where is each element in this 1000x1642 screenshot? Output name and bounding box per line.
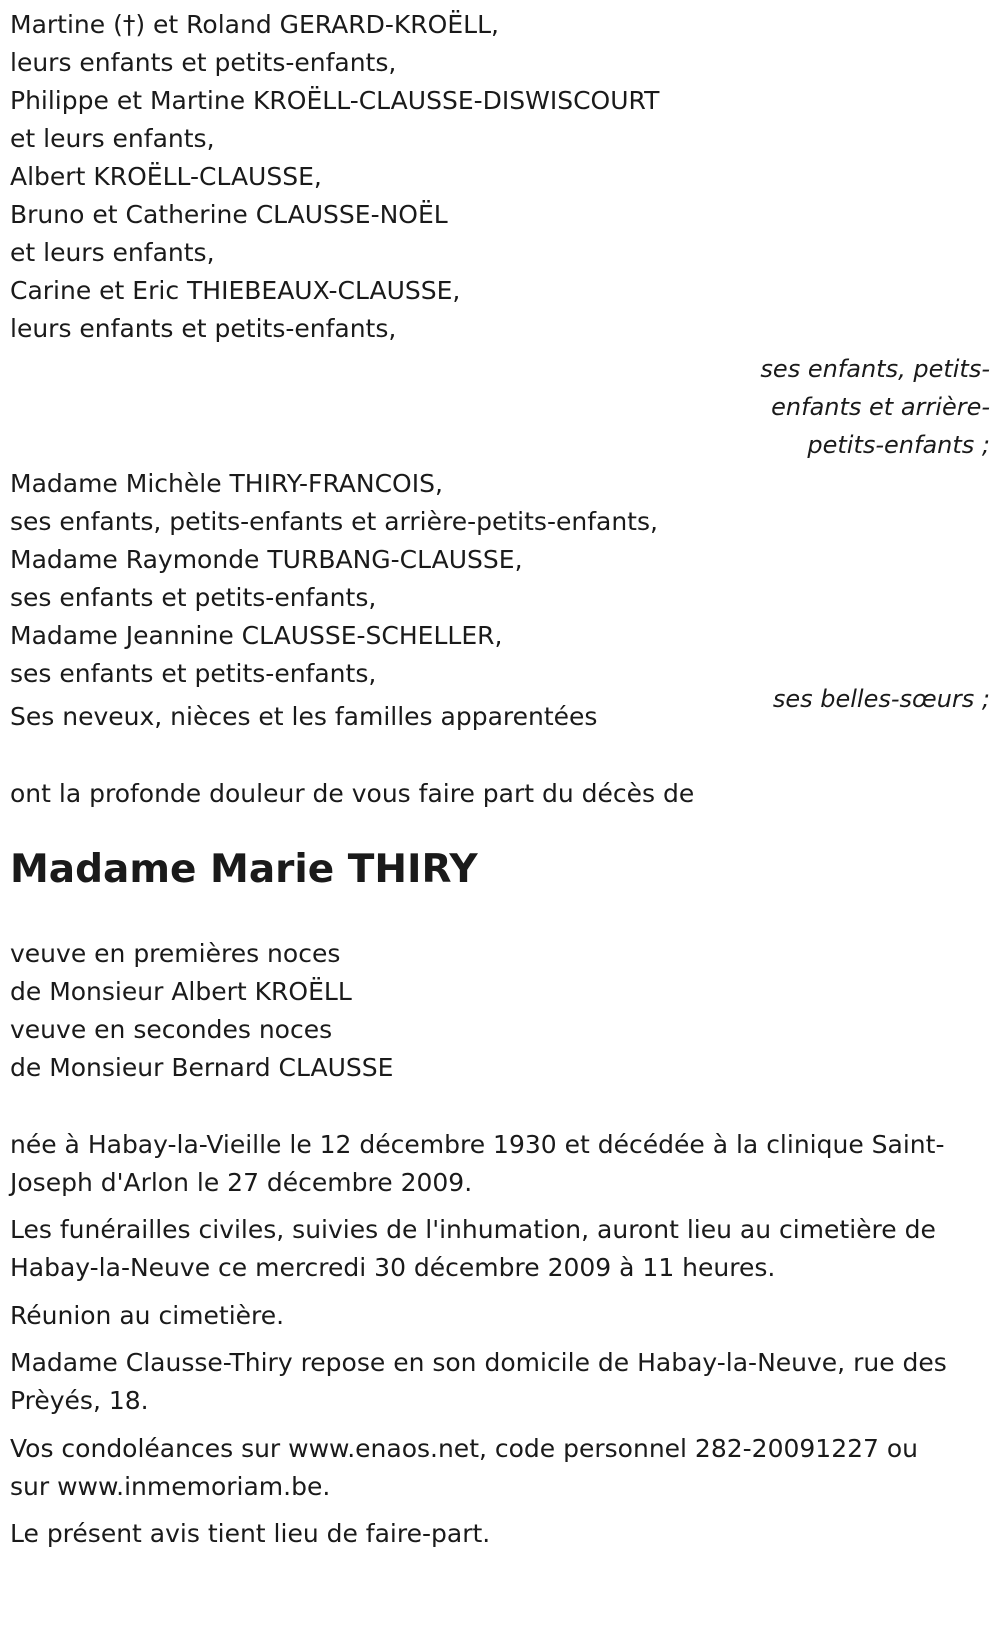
family-group-1-relation: ses enfants, petits-enfants et arrière-petits-enfants ; bbox=[760, 355, 990, 459]
funeral-details: Les funérailles civiles, suivies de l'inhumation, auront lieu au cimetière de Habay-la-Neuve ce mercredi 30 décembre 2009 à 11 heures. bbox=[10, 1215, 936, 1282]
widowhood-line: de Monsieur Bernard CLAUSSE bbox=[10, 1053, 394, 1082]
family-group-2 bbox=[10, 465, 658, 693]
family-line: Madame Michèle THIRY-FRANCOIS, bbox=[10, 469, 443, 498]
family-group-2-relation: ses belles-sœurs ; bbox=[772, 685, 990, 713]
widowhood-line: de Monsieur Albert KROËLL bbox=[10, 977, 352, 1006]
rest-place: Madame Clausse-Thiry repose en son domicile de Habay-la-Neuve, rue des Prèyés, 18. bbox=[10, 1348, 947, 1415]
family-group-1 bbox=[10, 6, 659, 348]
family-line: Madame Raymonde TURBANG-CLAUSSE, bbox=[10, 545, 523, 574]
family-line: Carine et Eric THIEBEAUX-CLAUSSE, bbox=[10, 276, 461, 305]
notice: Le présent avis tient lieu de faire-part. bbox=[10, 1519, 491, 1548]
widowhood-block bbox=[10, 935, 393, 1087]
announcement: ont la profonde douleur de vous faire part du décès de bbox=[10, 779, 695, 808]
family-line: et leurs enfants, bbox=[10, 238, 215, 267]
family-line: leurs enfants et petits-enfants, bbox=[10, 48, 397, 77]
family-line: ses enfants et petits-enfants, bbox=[10, 659, 377, 688]
family-line: Martine (†) et Roland GERARD-KROËLL, bbox=[10, 10, 499, 39]
widowhood-line: veuve en secondes noces bbox=[10, 1015, 333, 1044]
meeting-place: Réunion au cimetière. bbox=[10, 1301, 285, 1330]
family-line: et leurs enfants, bbox=[10, 124, 215, 153]
birth-death: née à Habay-la-Vieille le 12 décembre 1930 et décédée à la clinique Saint-Joseph d'Arlon le 27 décembre 2009. bbox=[10, 1130, 945, 1197]
condolences: Vos condoléances sur www.enaos.net, code personnel 282-20091227 ou sur www.inmemoriam.be. bbox=[10, 1434, 919, 1501]
family-line: Bruno et Catherine CLAUSSE-NOËL bbox=[10, 200, 448, 229]
family-line: leurs enfants et petits-enfants, bbox=[10, 314, 397, 343]
widowhood-line: veuve en premières noces bbox=[10, 939, 341, 968]
family-line: ses enfants et petits-enfants, bbox=[10, 583, 377, 612]
family-line: Madame Jeannine CLAUSSE-SCHELLER, bbox=[10, 621, 503, 650]
family-line: Philippe et Martine KROËLL-CLAUSSE-DISWISCOURT bbox=[10, 86, 660, 115]
deceased-name: Madame Marie THIRY bbox=[10, 847, 478, 892]
family-line: Albert KROËLL-CLAUSSE, bbox=[10, 162, 322, 191]
extended-family: Ses neveux, nièces et les familles apparentées bbox=[10, 702, 598, 731]
family-line: ses enfants, petits-enfants et arrière-petits-enfants, bbox=[10, 507, 658, 536]
